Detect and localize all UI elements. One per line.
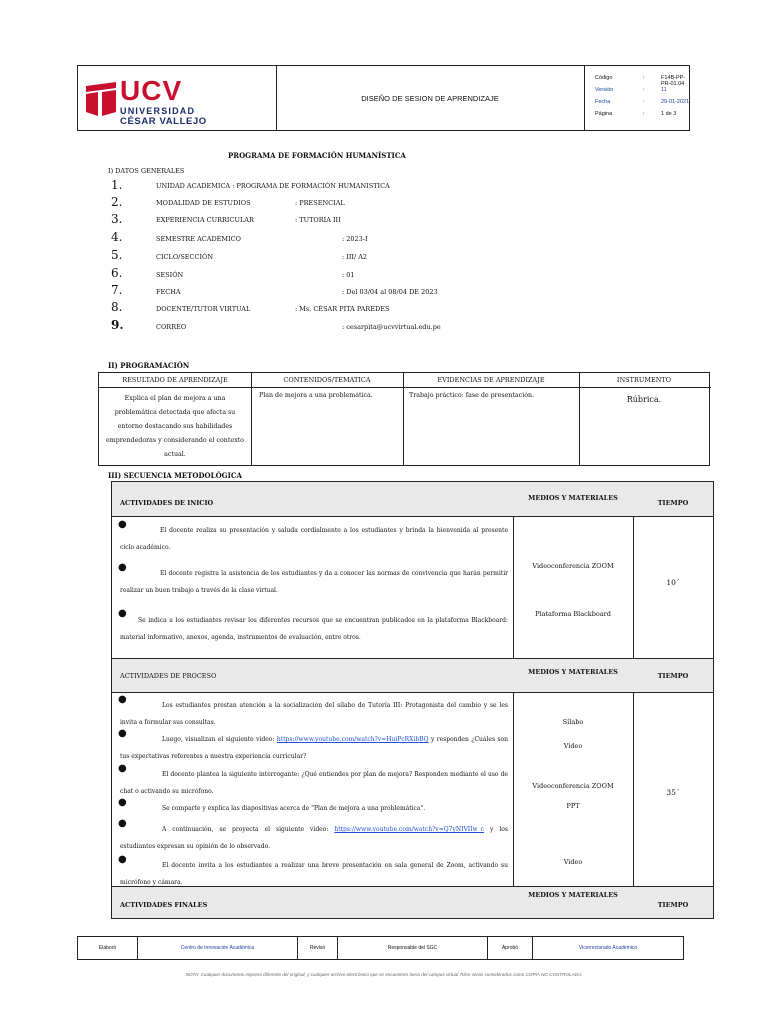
table-header-cell: RESULTADO DE APRENDIZAJE (122, 376, 228, 384)
logo-cell (78, 66, 277, 130)
section-sequence-title: III) SECUENCIA METODOLÓGICA (108, 471, 242, 480)
item-label: FECHA (156, 288, 181, 296)
bullet-icon: ● (118, 728, 127, 739)
item-number: 3. (111, 212, 123, 226)
item-value: : 01 (342, 271, 355, 279)
sequence-table (111, 481, 714, 919)
table-header-cell: INSTRUMENTO (616, 376, 672, 384)
item-label: SEMESTRE ACADÉMICO (156, 235, 241, 243)
activities-final-title: ACTIVIDADES FINALES (120, 901, 208, 909)
document-meta (585, 66, 691, 130)
activity-text-pre: Los estudiantes prestan atención a la socialización del sílabo de Tutoría III: Protagonista del cambio y se les invita a formular sus consultas. (120, 702, 508, 726)
activity-text-pre: A continuación, se proyecta el siguiente video: (162, 826, 335, 833)
ucv-shield-icon (86, 82, 116, 116)
tiempo-header: TIEMPO (657, 901, 689, 909)
footer-value: Responsable del SGC (338, 937, 488, 959)
activity-text-pre: Se comparte y explica las diapositivas acerca de "Plan de mejora a una problemática". (162, 805, 426, 812)
table-header-cell: CONTENIDOS/TEMATICA (283, 376, 371, 384)
item-number: 6. (111, 266, 123, 280)
item-number: 7. (111, 283, 123, 297)
meta-row (595, 75, 690, 87)
item-number: 2. (111, 195, 123, 209)
item-label: SESIÓN (156, 271, 184, 279)
bullet-icon: ● (118, 854, 127, 865)
meta-row (595, 111, 690, 117)
item-label: DOCENTE/TUTOR VIRTUAL (156, 305, 251, 313)
activity-text-pre: El docente plantea la siguiente interrogante: ¿Qué entiendes por plan de mejora? Responden mediante el uso de chat o activando su micrófono. (120, 771, 508, 795)
activity-text-post: y responden ¿Cuáles son tus expectativas referentes a nuestra experiencia curricular? (120, 736, 508, 760)
medios-header: MEDIOS Y MATERIALES (528, 494, 618, 502)
footer-value: Vicerrectorado Académico (578, 945, 638, 951)
meta-row (595, 87, 690, 93)
table-cell-content: Plan de mejora a una problemática. (259, 392, 373, 399)
item-label: CORREO (156, 323, 187, 331)
item-number: 9. (111, 318, 124, 332)
bullet-icon: ● (118, 797, 127, 808)
document-title: DISEÑO DE SESION DE APRENDIZAJE (276, 66, 585, 130)
programming-table (98, 372, 710, 466)
activity-text: El docente realiza su presentación y saluda cordialmente a los estudiantes y brinda la bienvenida al presente ciclo académico. (120, 527, 508, 551)
activity-text (120, 766, 508, 800)
activity-text-pre: El docente invita a los estudiantes a realizar una breve presentación en sala general de Zoom, activando su micrófono y cámara. (120, 862, 508, 886)
item-label: EXPERIENCIA CURRICULAR (156, 216, 254, 224)
bullet-icon: ● (118, 608, 127, 619)
footer-label: Revisó (298, 937, 338, 959)
logo-line1: UNIVERSIDAD (120, 106, 196, 116)
item-label: MODALIDAD DE ESTUDIOS (156, 199, 251, 207)
footer-value: Centro de Innovación Académica (138, 937, 298, 959)
table-cell-instrument: Rúbrica. (626, 395, 662, 404)
meta-value: 29-01-2021 (661, 99, 690, 105)
medio-item: Sílabo (562, 718, 584, 726)
program-title: PROGRAMA DE FORMACIÓN HUMANÍSTICA (228, 151, 406, 160)
medio-item: Videoconferencia ZOOM (532, 782, 614, 790)
activity-text-post: y los estudiantes expresan su opinión de lo observado. (120, 826, 508, 850)
col-divider (251, 373, 252, 465)
item-value: : TUTORIA III (295, 216, 341, 224)
activity-text: El docente registra la asistencia de los estudiantes y da a conocer las normas de convivencia que harán permitir realizar un buen trabajo a través de la clase virtual. (120, 570, 508, 594)
table-cell-result: Explica el plan de mejora a una problemática detectada que afecta su entorno destacando sus habilidades emprendedoras y considerando el contexto actual. (106, 395, 244, 458)
item-label: CICLO/SECCIÓN (156, 253, 214, 261)
activities-process-title: ACTIVIDADES DE PROCESO (120, 672, 217, 680)
medios-header: MEDIOS Y MATERIALES (528, 668, 618, 676)
bullet-icon: ● (118, 818, 127, 829)
footer-label: Aprobó (488, 937, 533, 959)
bullet-icon: ● (118, 763, 127, 774)
col-divider (579, 373, 580, 465)
footer-note: NOTA: Cualquier documento impreso diferente del original, y cualquier archivo electrónico que se encuentren fuera del campus virtual Trilce serán considerados como COPIA NO CONTROLADA. (185, 972, 583, 977)
item-value: : Del 03/04 al 08/04 DE 2023 (342, 288, 438, 296)
meta-key: Versión (595, 87, 614, 93)
meta-sep: : (643, 111, 645, 117)
activity-text (120, 731, 508, 765)
medio-item: Video (563, 858, 583, 866)
meta-value: 1 de 3 (661, 111, 677, 117)
bullet-icon: ● (118, 562, 127, 573)
tiempo-header: TIEMPO (657, 672, 689, 680)
medio-item: Plataforma Blackboard (535, 610, 611, 618)
bullet-icon: ● (118, 694, 127, 705)
col-divider (513, 482, 514, 918)
item-value: : Ms. CÉSAR PITA PAREDES (295, 305, 390, 313)
item-label: UNIDAD ACADEMICA : PROGRAMA DE FORMACIÓN HUMANISTICA (156, 182, 390, 190)
video-link[interactable]: https://www.youtube.com/watch?v=Q7yNIVIIw_c (334, 826, 485, 833)
logo-brand: UCV (120, 75, 183, 106)
tiempo-value: 35´ (666, 788, 680, 797)
item-value: : III/ A2 (342, 253, 368, 261)
meta-value: 11 (661, 87, 667, 93)
logo-line2: CÉSAR VALLEJO (120, 116, 207, 127)
meta-sep: : (643, 99, 645, 105)
activity-text-pre: Luego, visualizan el siguiente video: (162, 736, 277, 743)
meta-value: F14B-PP-PR-01.04 (661, 75, 686, 87)
tiempo-header: TIEMPO (657, 499, 689, 507)
activity-text (120, 800, 508, 817)
medio-item: Video (563, 742, 583, 750)
meta-sep: : (643, 75, 645, 81)
item-value: : 2023-I (342, 235, 368, 243)
meta-key: Página (595, 111, 613, 117)
table-header-cell: EVIDENCIAS DE APRENDIZAJE (437, 376, 545, 384)
item-value: : cesarpita@ucvvirtual.edu.pe (342, 323, 441, 331)
table-cell-evidence: Trabajo práctico: fase de presentación. (409, 392, 535, 399)
item-number: 1. (111, 178, 123, 192)
meta-key: Fecha (595, 99, 611, 105)
section-general-title: I) DATOS GENERALES (108, 167, 185, 175)
activities-start-title: ACTIVIDADES DE INICIO (120, 499, 214, 507)
video-link[interactable]: https://www.youtube.com/watch?v=HuiPcRXibBQ (276, 736, 429, 743)
meta-key: Código (595, 75, 613, 81)
medios-header: MEDIOS Y MATERIALES (528, 891, 618, 899)
item-number: 8. (111, 300, 123, 314)
item-number: 5. (111, 248, 123, 262)
medio-item: Videoconferencia ZOOM (532, 562, 614, 570)
col-divider (403, 373, 404, 465)
activity-text: Se indica a los estudiantes revisar los diferentes recursos que se encuentran publicados en la plataforma Blackboard: material informativo, anexos, agenda, instrumentos de evaluación, entre otros. (120, 617, 508, 641)
activity-text (120, 697, 508, 731)
tiempo-value: 10´ (666, 578, 680, 587)
meta-row (595, 99, 690, 105)
activity-text (120, 821, 508, 855)
item-value: : PRESENCIAL (295, 199, 345, 207)
col-divider (633, 482, 634, 918)
medio-item: PPT (566, 802, 580, 810)
section-programming-title: II) PROGRAMACIÓN (108, 361, 190, 370)
meta-sep: : (643, 87, 645, 93)
document-header (77, 65, 690, 131)
approval-footer (77, 936, 684, 960)
bullet-icon: ● (118, 519, 127, 530)
footer-label: Elaboró (78, 937, 138, 959)
item-number: 4. (111, 230, 123, 244)
